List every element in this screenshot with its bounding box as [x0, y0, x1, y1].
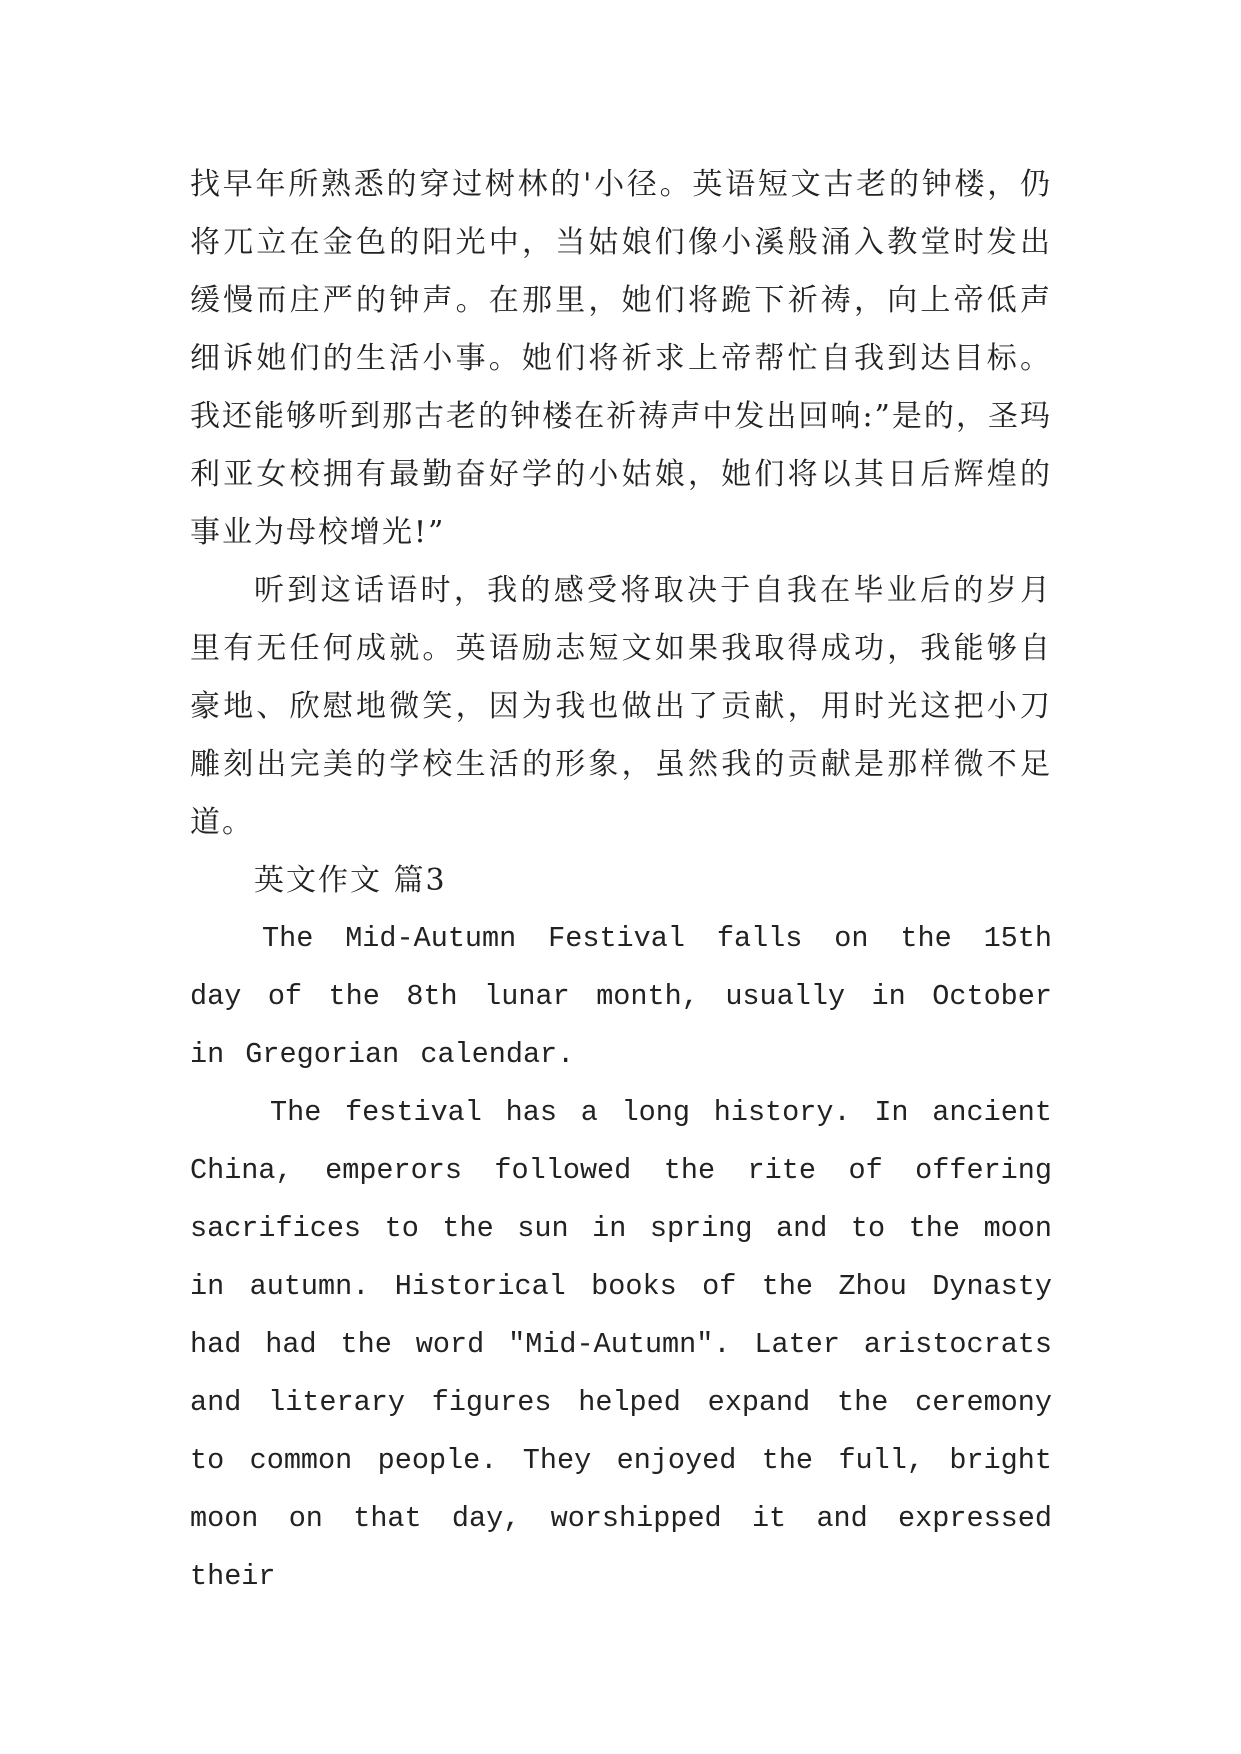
paragraph-english-2: The festival has a long history. In ancient China, emperors followed the rite of offering sacrifices to the sun in spring and to the moon in autumn. Historical books of the Zhou Dynasty had had the word "Mid-Autumn". Later aristocrats and literary figures helped expand the ceremony to common people. They enjoyed the full, bright moon on that day, worshipped it and expressed their	[190, 1096, 1052, 1593]
document-body	[190, 156, 1052, 1606]
paragraph-chinese-2: 听到这话语时，我的感受将取决于自我在毕业后的岁月里有无任何成就。英语励志短文如果我取得成功，我能够自豪地、欣慰地微笑，因为我也做出了贡献，用时光这把小刀雕刻出完美的学校生活的形象，虽然我的贡献是那样微不足道。	[190, 573, 1052, 840]
paragraph-chinese-1: 找早年所熟悉的穿过树林的'小径。英语短文古老的钟楼，仍将兀立在金色的阳光中，当姑娘们像小溪般涌入教堂时发出缓慢而庄严的钟声。在那里，她们将跪下祈祷，向上帝低声细诉她们的生活小事。她们将祈求上帝帮忙自我到达目标。我还能够听到那古老的钟楼在祈祷声中发出回响:”是的，圣玛利亚女校拥有最勤奋好学的小姑娘，她们将以其日后辉煌的事业为母校增光!”	[190, 167, 1052, 550]
paragraph-english-1: The Mid-Autumn Festival falls on the 15th day of the 8th lunar month, usually in October in Gregorian calendar.	[190, 922, 1052, 1071]
section-heading: 英文作文 篇3	[254, 863, 447, 898]
